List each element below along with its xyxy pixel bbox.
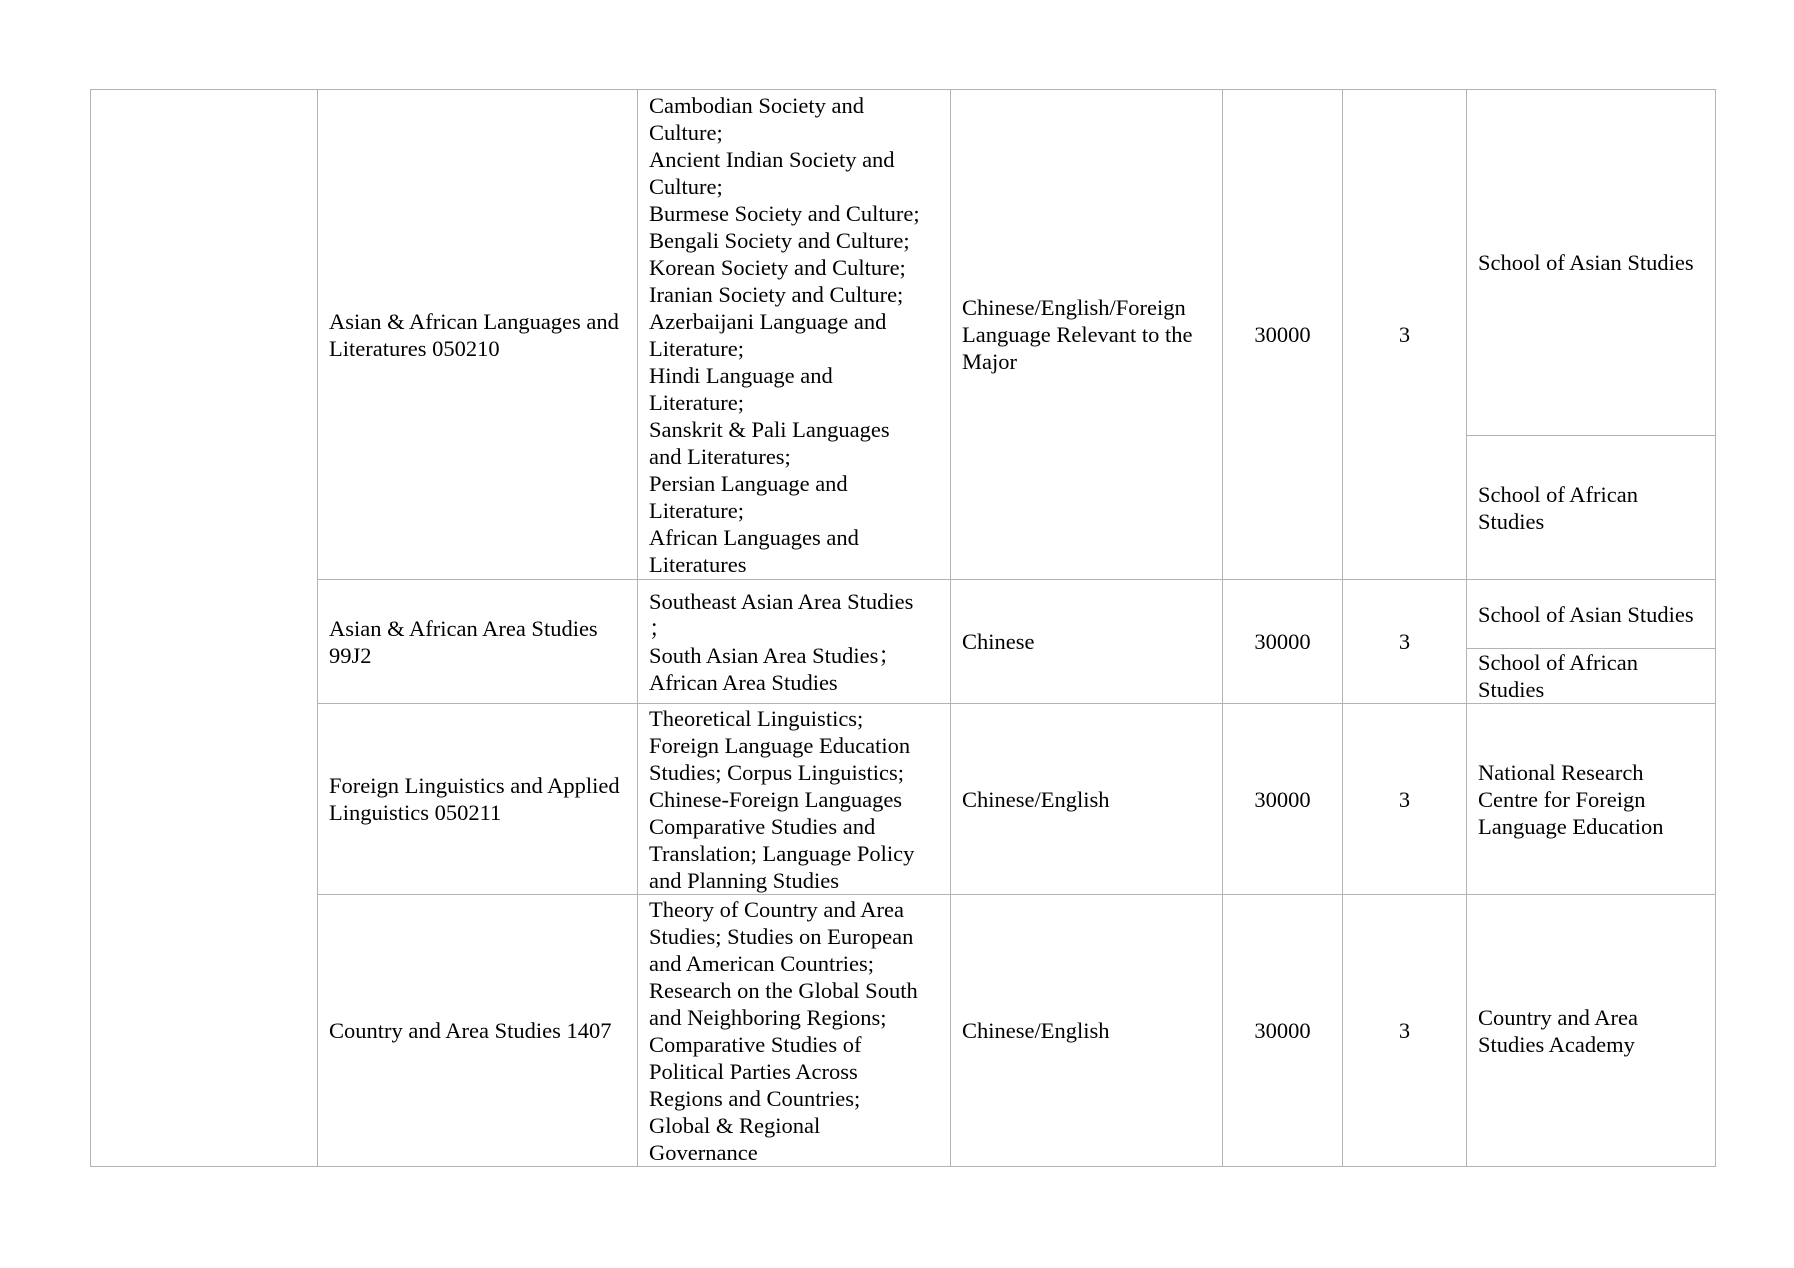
direction-line: Literatures <box>649 551 747 577</box>
direction-line: Theoretical Linguistics; <box>649 705 864 731</box>
research-directions-cell <box>638 895 951 1167</box>
tuition-cell: 30000 <box>1223 90 1343 580</box>
program-name-cell: Asian & African Languages and Literatures 050210 <box>318 90 638 580</box>
direction-line: Korean Society and Culture; <box>649 254 906 280</box>
direction-line: Global & Regional <box>649 1112 821 1138</box>
program-name-cell: Country and Area Studies 1407 <box>318 895 638 1167</box>
direction-line: African Languages and <box>649 524 859 550</box>
direction-line: Ancient Indian Society and <box>649 146 895 172</box>
duration-cell: 3 <box>1343 90 1467 580</box>
direction-line: Burmese Society and Culture; <box>649 200 920 226</box>
direction-line: Persian Language and <box>649 470 848 496</box>
direction-line: Political Parties Across <box>649 1058 858 1084</box>
direction-line: Research on the Global South <box>649 977 918 1003</box>
direction-line: Bengali Society and Culture; <box>649 227 910 253</box>
direction-line: Comparative Studies of <box>649 1031 862 1057</box>
school-cell: School of Asian Studies <box>1467 90 1716 436</box>
direction-line: Translation; Language Policy <box>649 840 915 866</box>
direction-line: Southeast Asian Area Studies <box>649 588 914 614</box>
direction-line: Literature; <box>649 497 744 523</box>
school-cell: School of Asian Studies <box>1467 580 1716 649</box>
direction-line: Comparative Studies and <box>649 813 876 839</box>
school-cell: National Research Centre for Foreign Language Education <box>1467 704 1716 895</box>
instruction-language-cell: Chinese/English <box>951 704 1223 895</box>
tuition-cell: 30000 <box>1223 580 1343 704</box>
direction-line: and Planning Studies <box>649 867 839 893</box>
direction-line: South Asian Area Studies； <box>649 642 901 668</box>
direction-line: Azerbaijani Language and <box>649 308 887 334</box>
direction-line: ； <box>649 615 672 641</box>
direction-line: African Area Studies <box>649 669 838 695</box>
direction-line: Culture; <box>649 119 723 145</box>
direction-line: and Literatures; <box>649 443 791 469</box>
school-cell: School of African Studies <box>1467 436 1716 580</box>
direction-line: Studies; Corpus Linguistics; <box>649 759 905 785</box>
program-table <box>90 89 1716 1167</box>
program-name-cell: Foreign Linguistics and Applied Linguistics 050211 <box>318 704 638 895</box>
research-directions-cell <box>638 704 951 895</box>
instruction-language-cell: Chinese/English <box>951 895 1223 1167</box>
duration-cell: 3 <box>1343 580 1467 704</box>
direction-line: Culture; <box>649 173 723 199</box>
direction-line: Governance <box>649 1139 758 1165</box>
direction-line: Cambodian Society and <box>649 92 864 118</box>
duration-cell: 3 <box>1343 895 1467 1167</box>
direction-line: Foreign Language Education <box>649 732 911 758</box>
research-directions-cell <box>638 90 951 580</box>
direction-line: and Neighboring Regions; <box>649 1004 887 1030</box>
table-row <box>91 90 1716 436</box>
tuition-cell: 30000 <box>1223 895 1343 1167</box>
tuition-cell: 30000 <box>1223 704 1343 895</box>
direction-line: Hindi Language and <box>649 362 833 388</box>
table-row <box>91 895 1716 1167</box>
research-directions-cell <box>638 580 951 704</box>
direction-line: Iranian Society and Culture; <box>649 281 904 307</box>
direction-line: Theory of Country and Area <box>649 896 904 922</box>
direction-line: Regions and Countries; <box>649 1085 861 1111</box>
instruction-language-cell: Chinese <box>951 580 1223 704</box>
school-cell: School of African Studies <box>1467 649 1716 704</box>
instruction-language-cell: Chinese/English/Foreign Language Relevant to the Major <box>951 90 1223 580</box>
direction-line: Chinese-Foreign Languages <box>649 786 903 812</box>
school-cell: Country and Area Studies Academy <box>1467 895 1716 1167</box>
direction-line: Literature; <box>649 389 744 415</box>
direction-line: Studies; Studies on European <box>649 923 914 949</box>
program-name-cell: Asian & African Area Studies 99J2 <box>318 580 638 704</box>
empty-category-cell <box>91 90 318 1167</box>
table-row <box>91 704 1716 895</box>
duration-cell: 3 <box>1343 704 1467 895</box>
table-row <box>91 580 1716 649</box>
direction-line: and American Countries; <box>649 950 874 976</box>
direction-line: Sanskrit & Pali Languages <box>649 416 890 442</box>
direction-line: Literature; <box>649 335 744 361</box>
